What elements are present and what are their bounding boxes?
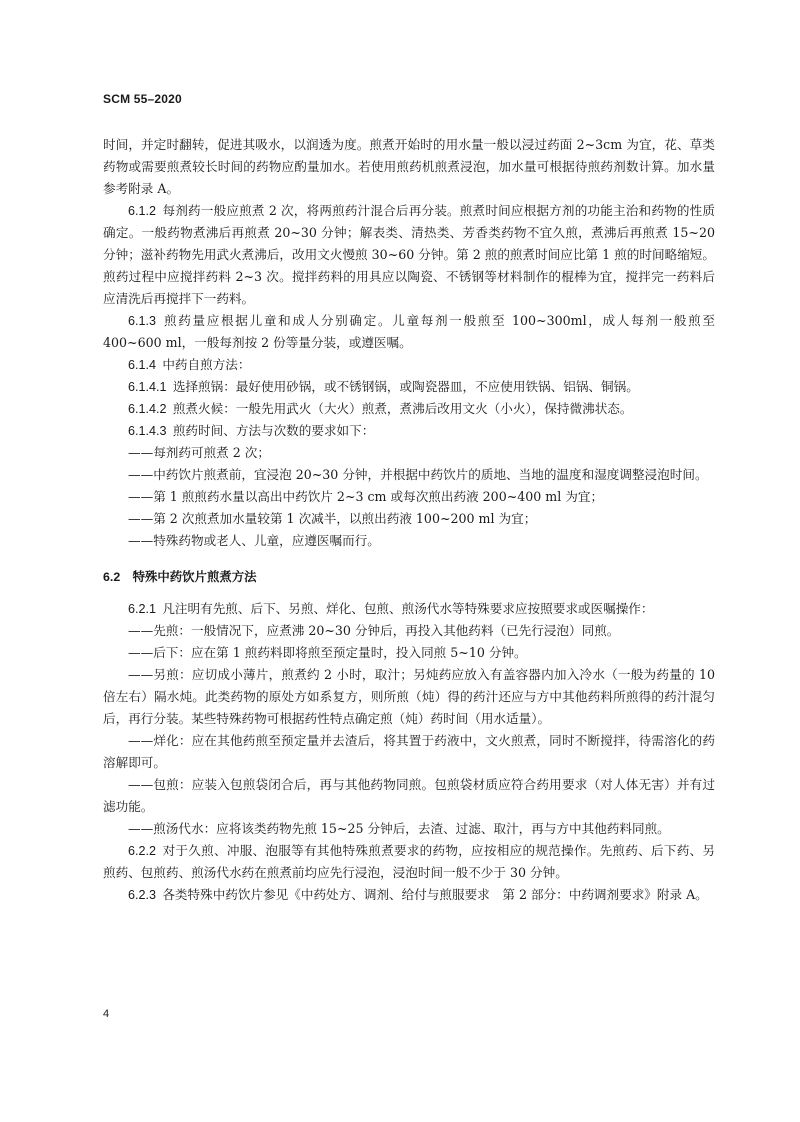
clause-text: 各类特殊中药饮片参见《中药处方、调剂、给付与煎服要求 第 2 部分：中药调剂要求》附录 A。: [162, 887, 708, 902]
clause-text: 每剂药一般应煎煮 2 次，将两煎药汁混合后再分装。煎煮时间应根据方剂的功能主治和药物的性质确定。一般药物煮沸后再煎煮 20~30 分钟；解表类、清热类、芳香类药物不宜久煎，煮沸后再煎煮 15~20 分钟；滋补药物先用武火煮沸后，改用文火慢煎 30~60 分钟。第 2 煎的煎煮时间应比第 1 煎的时间略缩短。煎药过程中应搅拌药料 2~3 次。搅拌药料的用具应以陶瓷、不锈钢等材料制作的棍棒为宜，搅拌完一药料后应清洗后再搅拌下一药料。: [103, 203, 715, 306]
clause-number: 6.1.4.1: [128, 380, 167, 394]
dash-item: ——特殊药物或老人、儿童，应遵医嘱而行。: [128, 533, 380, 548]
page-body: [103, 134, 715, 906]
clause-number: 6.2.2: [128, 844, 157, 858]
section-title: 特殊中药饮片煎煮方法: [132, 570, 257, 584]
dash-item: ——后下：应在第 1 煎药料即将煎至预定量时，投入同煎 5~10 分钟。: [128, 645, 527, 660]
clause-6-1-4-3: [103, 420, 715, 442]
clause-number: 6.1.3: [128, 314, 157, 328]
clause-number: 6.1.2: [128, 204, 157, 218]
clause-6-1-2: [103, 200, 715, 310]
dash-item: ——第 1 煎煎药水量以高出中药饮片 2~3 cm 或每次煎出药液 200~400 ml 为宜；: [128, 489, 604, 504]
clause-number: 6.2.3: [128, 888, 157, 902]
clause-text: 煎药时间、方法与次数的要求如下：: [172, 423, 375, 438]
dash-item: ——烊化：应在其他药煎至预定量并去渣后，将其置于药液中，文火煎煮，同时不断搅拌，待需溶化的药溶解即可。: [103, 733, 715, 770]
clause-6-2-1: [103, 598, 715, 620]
clause-6-1-4-1: [103, 376, 715, 398]
paragraph-continuation: 时间，并定时翻转，促进其吸水，以润透为度。煎煮开始时的用水量一般以浸过药面 2~3cm 为宜，花、草类药物或需要煎煮较长时间的药物应酌量加水。若使用煎药机煎煮浸泡，加水量可根据待煎药剂数计算。加水量参考附录 A。: [103, 137, 715, 196]
clause-6-1-4-2: [103, 398, 715, 420]
clause-6-1-3: [103, 310, 715, 354]
clause-6-2-2: [103, 840, 715, 884]
clause-number: 6.2.1: [128, 602, 157, 616]
dash-item: ——先煎：一般情况下，应煮沸 20~30 分钟后，再投入其他药料（已先行浸泡）同煎。: [128, 623, 620, 638]
section-heading-6-2: [103, 566, 715, 588]
dash-item: ——另煎：应切成小薄片，煎煮约 2 小时，取汁；另炖药应放入有盖容器内加入冷水（一般为药量的 10 倍左右）隔水炖。此类药物的原处方如系复方，则所煎（炖）得的药汁还应与方中其他药料所煎得的药汁混匀后，再行分装。某些特殊药物可根据药性特点确定煎（炖）药时间（用水适量）。: [103, 667, 715, 726]
clause-number: 6.1.4.2: [128, 402, 167, 416]
clause-number: 6.1.4: [128, 358, 157, 372]
dash-item: ——包煎：应装入包煎袋闭合后，再与其他药物同煎。包煎袋材质应符合药用要求（对人体无害）并有过滤功能。: [103, 777, 715, 814]
page-number: 4: [103, 1008, 110, 1020]
dash-item: ——中药饮片煎煮前，宜浸泡 20~30 分钟，并根据中药饮片的质地、当地的温度和湿度调整浸泡时间。: [128, 467, 708, 482]
clause-text: 选择煎锅：最好使用砂锅，或不锈钢锅，或陶瓷器皿，不应使用铁锅、铝锅、铜锅。: [172, 379, 639, 394]
section-number: 6.2: [103, 570, 121, 584]
document-code-header: SCM 55–2020: [103, 92, 182, 106]
clause-6-2-3: [103, 884, 715, 906]
clause-6-1-4: [103, 354, 715, 376]
clause-text: 煎药量应根据儿童和成人分别确定。儿童每剂一般煎至 100~300ml，成人每剂一般煎至 400~600 ml，一般每剂按 2 份等量分装，或遵医嘱。: [103, 313, 715, 350]
dash-item: ——煎汤代水：应将该类药物先煎 15~25 分钟后，去渣、过滤、取汁，再与方中其他药料同煎。: [128, 821, 670, 836]
clause-text: 煎煮火候：一般先用武火（大火）煎煮，煮沸后改用文火（小火），保持微沸状态。: [172, 401, 633, 416]
clause-text: 凡注明有先煎、后下、另煎、烊化、包煎、煎汤代水等特殊要求应按照要求或医嘱操作：: [162, 601, 654, 616]
clause-text: 对于久煎、冲服、泡服等有其他特殊煎煮要求的药物，应按相应的规范操作。先煎药、后下药、另煎药、包煎药、煎汤代水药在煎煮前均应先行浸泡，浸泡时间一般不少于 30 分钟。: [103, 843, 715, 880]
dash-item: ——第 2 次煎煮加水量较第 1 次减半，以煎出药液 100~200 ml 为宜；: [128, 511, 537, 526]
clause-number: 6.1.4.3: [128, 424, 167, 438]
clause-text: 中药自煎方法：: [162, 357, 251, 372]
dash-item: ——每剂药可煎煮 2 次；: [128, 445, 270, 460]
